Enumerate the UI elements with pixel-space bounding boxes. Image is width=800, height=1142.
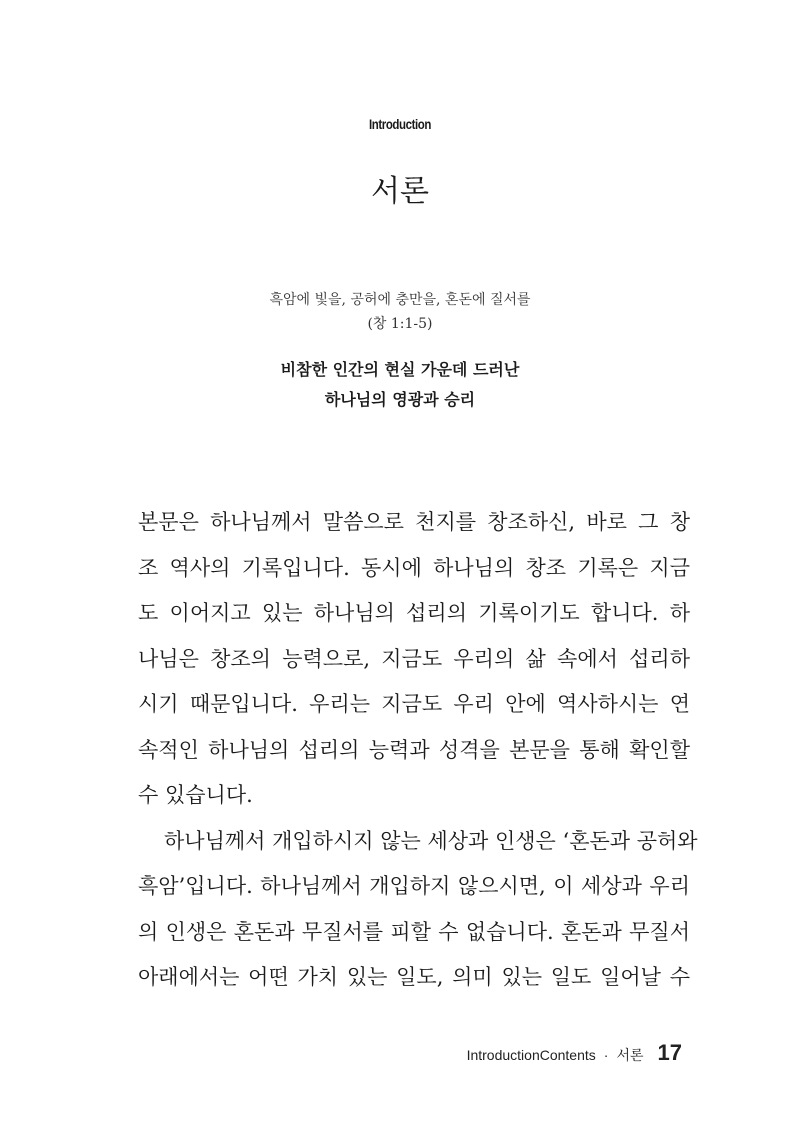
footer-separator: · bbox=[603, 1047, 609, 1063]
page-number: 17 bbox=[657, 1040, 682, 1065]
body-line: 조 역사의 기록입니다. 동시에 하나님의 창조 기록은 지금 bbox=[138, 555, 690, 580]
body-line: 본문은 하나님께서 말씀으로 천지를 창조하신, 바로 그 창 bbox=[138, 510, 690, 534]
subtitle-line: 하나님의 영광과 승리 bbox=[324, 390, 476, 409]
body-line: 아래에서는 어떤 가치 있는 일도, 의미 있는 일도 일어날 수 bbox=[138, 965, 690, 989]
body-line: 흑암’입니다. 하나님께서 개입하지 않으시면, 이 세상과 우리 bbox=[138, 874, 690, 898]
epigraph bbox=[0, 288, 800, 336]
subtitle-line: 비참한 인간의 현실 가운데 드러난 bbox=[280, 360, 520, 379]
footer-section: 서론 bbox=[616, 1047, 644, 1063]
body-line: 의 인생은 혼돈과 무질서를 피할 수 없습니다. 혼돈과 무질서 bbox=[138, 919, 690, 944]
scripture-reference: (창 1:1-5) bbox=[367, 316, 433, 332]
epigraph-line: 흑암에 빛을, 공허에 충만을, 혼돈에 질서를 bbox=[269, 292, 531, 308]
chapter-subtitle bbox=[0, 355, 800, 415]
running-head: IntroductionContents bbox=[466, 1047, 596, 1063]
body-line: 시기 때문입니다. 우리는 지금도 우리 안에 역사하시는 연 bbox=[138, 692, 690, 716]
chapter-title: 서론 bbox=[371, 174, 429, 209]
body-line: 속적인 하나님의 섭리의 능력과 성격을 본문을 통해 확인할 bbox=[138, 737, 690, 762]
body-text bbox=[138, 500, 698, 1001]
body-line: 도 이어지고 있는 하나님의 섭리의 기록이기도 합니다. 하 bbox=[138, 601, 690, 625]
body-line: 수 있습니다. bbox=[138, 783, 253, 807]
body-line: 나님은 창조의 능력으로, 지금도 우리의 삶 속에서 섭리하 bbox=[138, 646, 690, 671]
section-eyebrow: Introduction bbox=[368, 116, 432, 132]
body-line: 하나님께서 개입하시지 않는 세상과 인생은 ‘혼돈과 공허와 bbox=[164, 828, 698, 853]
page-footer bbox=[467, 1040, 682, 1066]
